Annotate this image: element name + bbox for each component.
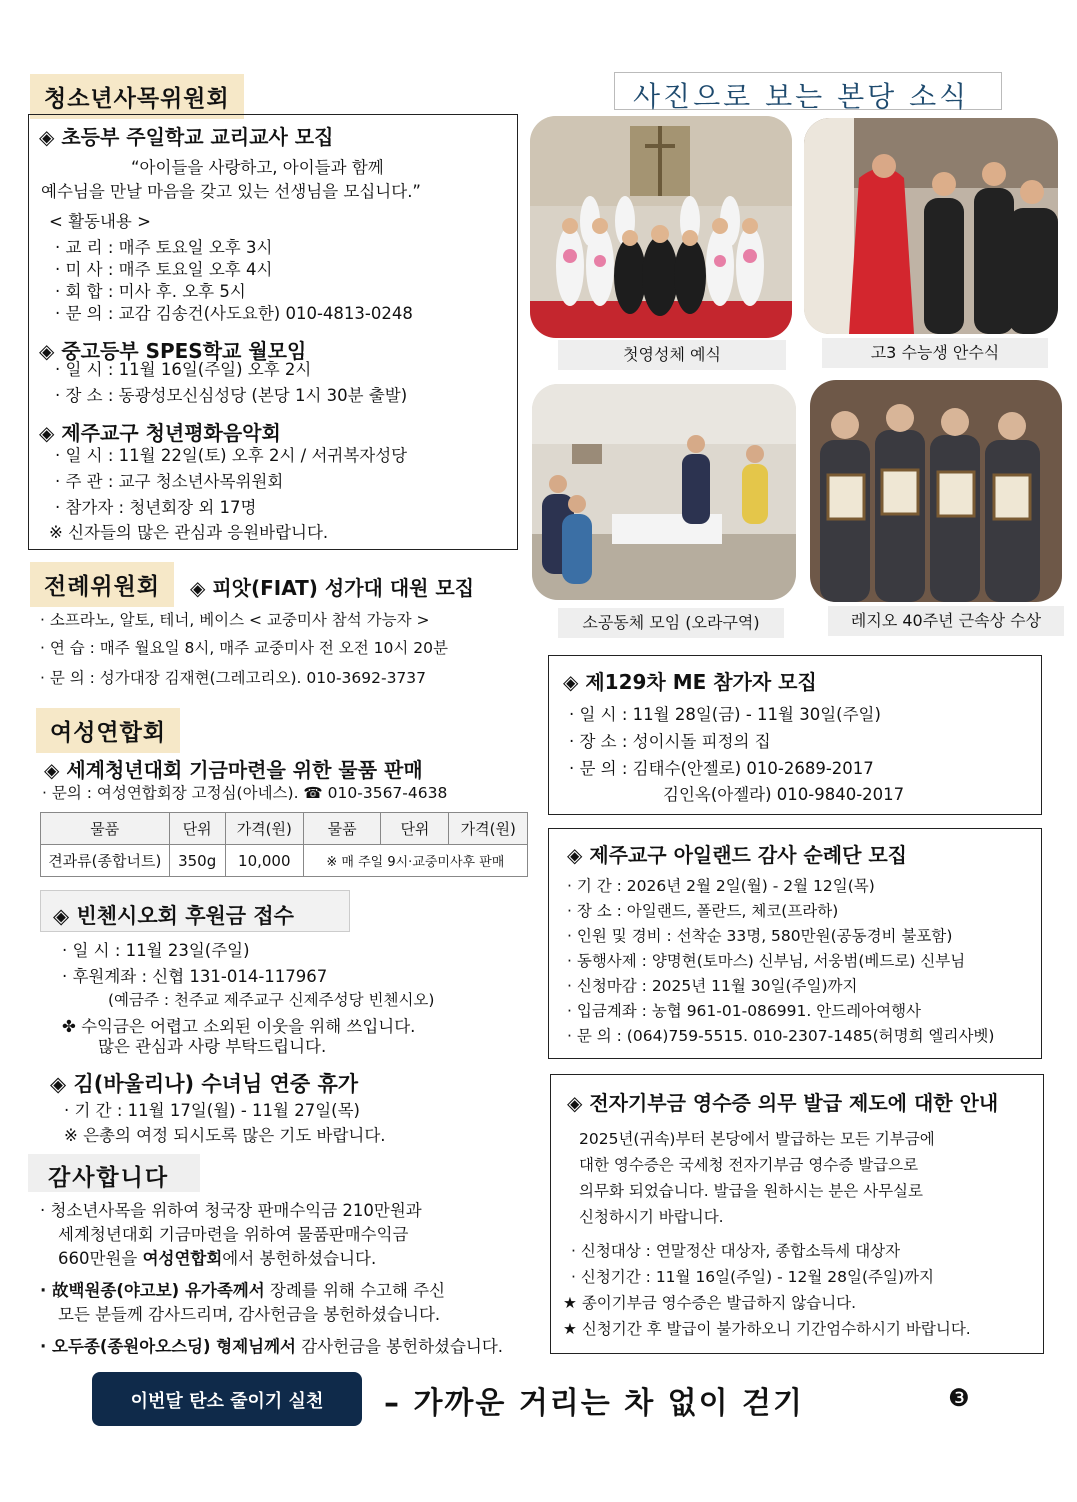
thanks-line [40, 1336, 503, 1358]
thanks-tag-text: 감사합니다 [48, 1165, 170, 1191]
thanks-line [40, 1280, 445, 1302]
activity-label: < 활동내용 > [49, 212, 151, 231]
page-number: ❸ [948, 1384, 970, 1412]
table-row [41, 845, 528, 877]
me-line: 김인옥(아젤라) 010-9840-2017 [663, 785, 905, 804]
me-line: · 장 소 : 성이시돌 피정의 집 [569, 732, 771, 751]
table-header: 단위 [381, 813, 449, 845]
women-association-tag: 여성연합회 [36, 708, 180, 753]
table-cell: 10,000 [225, 845, 303, 877]
me-box [548, 655, 1042, 815]
thanks-line: · 청소년사목을 위하여 청국장 판매수익금 210만원과 [40, 1201, 422, 1220]
carbon-badge [92, 1372, 362, 1426]
nun-line: ※ 은총의 여정 되시도록 많은 기도 바랍니다. [64, 1126, 386, 1145]
vincent-line: (예금주 : 천주교 제주교구 신제주성당 빈첸시오) [108, 991, 435, 1009]
photo-news-title: 사진으로 보는 본당 소식 [633, 80, 970, 113]
thanks-bold: · 오두종(종원아오스딩) 형제님께서 [40, 1337, 296, 1356]
ireland-title: ◈ 제주교구 아일랜드 감사 순례단 모집 [567, 843, 907, 867]
exam-blessing-photo [804, 118, 1058, 334]
ireland-box [548, 828, 1042, 1059]
concert-line: · 주 관 : 교구 청소년사목위원회 [55, 472, 284, 491]
legio-award-illustration [810, 380, 1062, 602]
photo-caption: 소공동체 모임 (오라구역) [558, 608, 784, 638]
carbon-slogan: – 가까운 거리는 차 없이 걷기 [384, 1386, 805, 1421]
spes-line: · 장 소 : 동광성모신심성당 (본당 1시 30분 출발) [55, 386, 408, 405]
photo-caption: 고3 수능생 안수식 [822, 338, 1048, 368]
concert-line: · 일 시 : 11월 22일(토) 오후 2시 / 서귀복자성당 [55, 446, 408, 465]
concert-line: · 참가자 : 청년회장 외 17명 [55, 498, 257, 517]
receipt-line: ★ 종이기부금 영수증은 발급하지 않습니다. [563, 1294, 857, 1312]
youth-section-box [28, 114, 518, 550]
nun-vacation-title: ◈ 김(바울리나) 수녀님 연중 휴가 [50, 1072, 359, 1096]
thanks-line: 세계청년대회 기금마련을 위하여 물품판매수익금 [58, 1225, 409, 1244]
fiat-choir-title: ◈ 피앗(FIAT) 성가대 대원 모집 [190, 576, 475, 600]
vincent-title-box [40, 890, 350, 932]
sunday-school-title: ◈ 초등부 주일학교 교리교사 모집 [39, 125, 334, 149]
photo-news-header [614, 72, 1002, 113]
table-cell: 350g [169, 845, 225, 877]
table-header-row [41, 813, 528, 845]
vincent-line: · 후원계좌 : 신협 131-014-117967 [62, 967, 328, 986]
receipt-para: 신청하시기 바랍니다. [579, 1208, 724, 1226]
thanks-bold: 여성연합회 [142, 1249, 223, 1268]
table-header: 물품 [303, 813, 381, 845]
carbon-badge-text: 이번달 탄소 줄이기 실천 [130, 1391, 324, 1412]
ireland-line: · 장 소 : 아일랜드, 폴란드, 체코(프라하) [567, 902, 839, 920]
liturgy-line: · 소프라노, 알토, 테너, 베이스 < 교중미사 참석 가능자 > [40, 611, 430, 629]
ireland-line: · 신청마감 : 2025년 11월 30일(주일)까지 [567, 977, 858, 995]
legio-award-photo [810, 380, 1062, 602]
liturgy-line: · 문 의 : 성가대장 김재현(그레고리오). 010-3692-3737 [40, 669, 427, 687]
activity-line: · 회 합 : 미사 후. 오후 5시 [55, 282, 246, 301]
vincent-line: ✤ 수익금은 어렵고 소외된 이웃을 위해 쓰입니다. [62, 1017, 416, 1036]
receipt-para: 의무화 되었습니다. 발급을 원하시는 분은 사무실로 [579, 1182, 923, 1200]
vincent-line: · 일 시 : 11월 23일(주일) [62, 941, 250, 960]
vincent-title: ◈ 빈첸시오회 후원금 접수 [53, 904, 294, 928]
liturgy-committee-tag: 전례위원회 [30, 562, 174, 607]
small-community-photo [532, 384, 796, 600]
thanks-text: 660만원을 [58, 1249, 143, 1268]
receipt-title: ◈ 전자기부금 영수증 의무 발급 제도에 대한 안내 [567, 1091, 999, 1115]
thanks-text: 에서 봉헌하셨습니다. [222, 1249, 377, 1268]
ireland-line: · 문 의 : (064)759-5515. 010-2307-1485(허명희 엘리사벳) [567, 1027, 995, 1045]
thanks-tag [28, 1154, 200, 1192]
receipt-line: ★ 신청기간 후 발급이 불가하오니 기간엄수하시기 바랍니다. [563, 1320, 971, 1338]
thanks-text: 장례를 위해 수고해 주신 [264, 1281, 446, 1300]
first-communion-illustration [530, 116, 792, 338]
activity-line: · 교 리 : 매주 토요일 오후 3시 [55, 238, 273, 257]
ireland-line: · 인원 및 경비 : 선착순 33명, 580만원(공동경비 불포함) [567, 927, 953, 945]
ireland-line: · 입금계좌 : 농협 961-01-086991. 안드레아여행사 [567, 1002, 922, 1020]
vincent-line: 많은 관심과 사랑 부탁드립니다. [98, 1037, 327, 1056]
spes-title: ◈ 중고등부 SPES학교 월모임 [39, 339, 307, 363]
fundraising-title: ◈ 세계청년대회 기금마련을 위한 물품 판매 [44, 758, 423, 782]
activity-line: · 문 의 : 교감 김송건(사도요한) 010-4813-0248 [55, 304, 413, 323]
photo-caption: 첫영성체 예식 [558, 340, 786, 370]
me-line: · 문 의 : 김태수(안젤로) 010-2689-2017 [569, 759, 874, 778]
table-header: 단위 [169, 813, 225, 845]
ireland-line: · 동행사제 : 양명현(토마스) 신부님, 서웅범(베드로) 신부님 [567, 952, 966, 970]
quote-line-1: “아이들을 사랑하고, 아이들과 함께 [131, 158, 384, 177]
table-cell: 견과류(종합너트) [41, 845, 170, 877]
me-line: · 일 시 : 11월 28일(금) - 11월 30일(주일) [569, 705, 881, 724]
quote-line-2: 예수님을 만날 마음을 갖고 있는 선생님을 모십니다.” [41, 182, 421, 201]
table-header: 가격(원) [449, 813, 528, 845]
thanks-line [58, 1248, 376, 1270]
thanks-bold: · 故백원종(야고보) 유가족께서 [40, 1281, 265, 1300]
receipt-para: 대한 영수증은 국세청 전자기부금 영수증 발급으로 [579, 1156, 919, 1174]
table-header: 물품 [41, 813, 170, 845]
small-community-illustration [532, 384, 796, 600]
donation-receipt-box [550, 1074, 1044, 1354]
receipt-line: · 신청기간 : 11월 16일(주일) - 12월 28일(주일)까지 [571, 1268, 934, 1286]
concert-title: ◈ 제주교구 청년평화음악회 [39, 421, 281, 445]
receipt-para: 2025년(귀속)부터 본당에서 발급하는 모든 기부금에 [579, 1130, 935, 1148]
photo-caption: 레지오 40주년 근속상 수상 [828, 606, 1064, 636]
me-title: ◈ 제129차 ME 참가자 모집 [563, 670, 817, 694]
spes-line: · 일 시 : 11월 16일(주일) 오후 2시 [55, 360, 312, 379]
table-header: 가격(원) [225, 813, 303, 845]
liturgy-line: · 연 습 : 매주 월요일 8시, 매주 교중미사 전 오전 10시 20분 [40, 639, 448, 657]
table-cell: ※ 매 주일 9시·교중미사후 판매 [303, 845, 527, 877]
thanks-line: 모든 분들께 감사드리며, 감사헌금을 봉헌하셨습니다. [58, 1305, 441, 1324]
first-communion-photo [530, 116, 792, 338]
receipt-line: · 신청대상 : 연말정산 대상자, 종합소득세 대상자 [571, 1242, 901, 1260]
thanks-text: 감사헌금을 봉헌하셨습니다. [296, 1337, 504, 1356]
activity-line: · 미 사 : 매주 토요일 오후 4시 [55, 260, 273, 279]
exam-blessing-illustration [804, 118, 1058, 334]
nun-line: · 기 간 : 11월 17일(월) - 11월 27일(목) [64, 1101, 360, 1120]
ireland-line: · 기 간 : 2026년 2월 2일(월) - 2월 12일(목) [567, 877, 875, 895]
goods-table [40, 812, 528, 877]
youth-committee-tag: 청소년사목위원회 [30, 74, 244, 119]
concert-line: ※ 신자들의 많은 관심과 응원바랍니다. [49, 523, 329, 542]
women-contact: · 문의 : 여성연합회장 고정심(아네스). ☎ 010-3567-4638 [42, 784, 448, 802]
